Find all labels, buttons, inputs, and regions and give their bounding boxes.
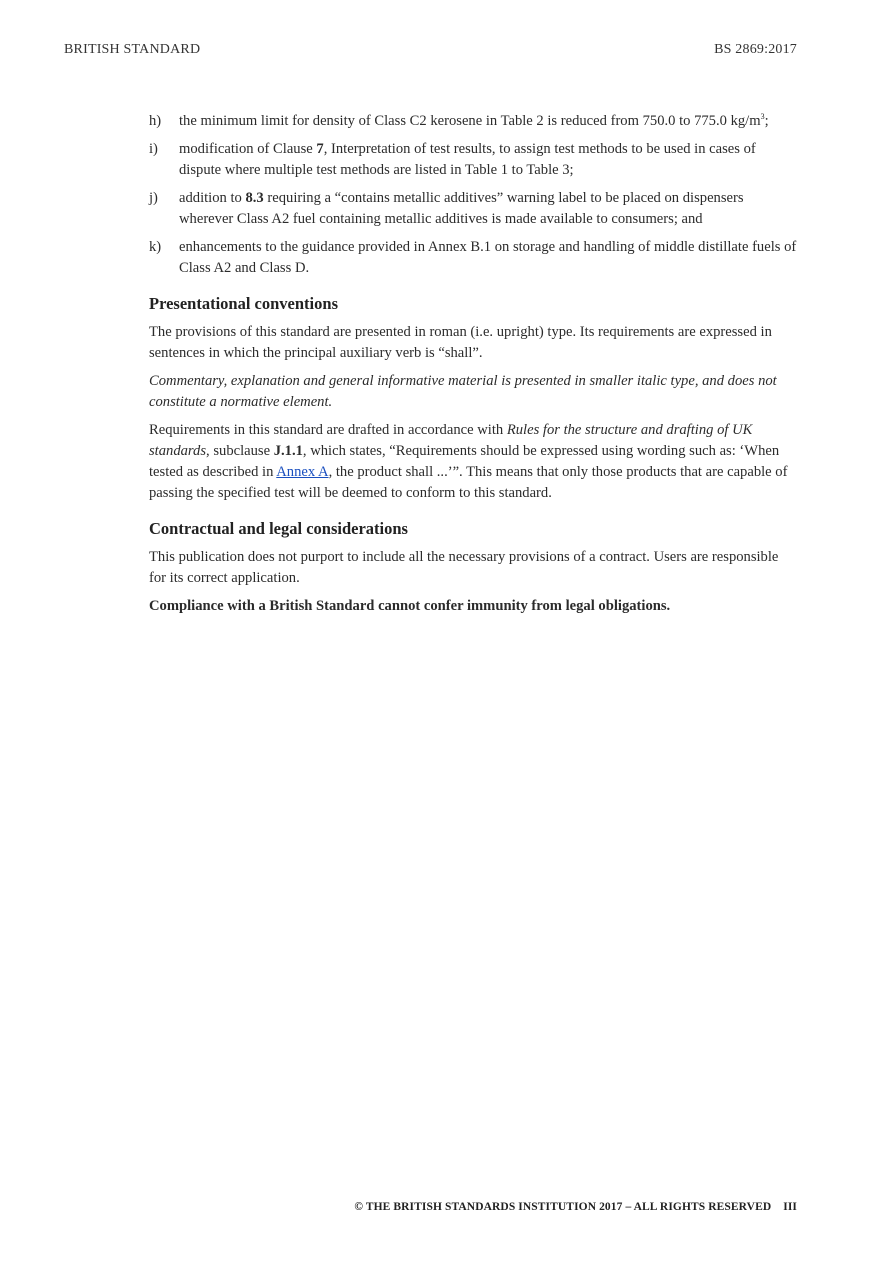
compliance-statement: Compliance with a British Standard cannot confer immunity from legal obligations. [149,598,671,614]
annex-a-link[interactable]: Annex A [276,464,329,480]
paragraph-text: , the product shall ...’”. This means that only those products that are capable of passing the specified test will be deemed to conform to this standard. [149,464,788,501]
list-text-part: requiring a “contains metallic additives” warning label to be placed on dispensers wherever Class A2 fuel containing metallic additives is made available to consumers; and [179,190,744,227]
list-marker: h) [149,113,162,129]
presentational-conventions-heading: Presentational conventions [149,294,338,313]
list-marker: k) [149,239,162,255]
requirements-paragraph [149,420,799,504]
contractual-paragraph-1: This publication does not purport to include all the necessary provisions of a contract. Users are responsible for its correct application. [149,549,779,586]
rules-title: Rules for the structure and drafting of UK standards [149,422,753,459]
list-item-i [149,139,799,181]
paragraph-text: , which states, “Requirements should be expressed using wording such as: ‘When tested as described in [149,443,780,480]
presentational-paragraph-1: The provisions of this standard are presented in roman (i.e. upright) type. Its requirements are expressed in sentences in which the principal auxiliary verb is “shall”. [149,324,772,361]
contractual-heading: Contractual and legal considerations [149,519,408,538]
page-footer [354,1201,797,1213]
amendment-list [149,111,799,279]
list-text: enhancements to the guidance provided in Annex B.1 on storage and handling of middle distillate fuels of Class A2 and Class D. [179,239,797,276]
header-left: BRITISH STANDARD [64,42,201,57]
list-item-j [149,188,799,230]
running-header [64,42,797,58]
page-content [149,111,799,624]
header-right: BS 2869:2017 [714,42,797,57]
superscript: 3 [760,112,765,121]
list-text-part: addition to [179,190,246,206]
list-item-h [149,111,799,132]
list-text [179,139,799,181]
list-text-part: modification of Clause [179,141,317,157]
list-text-part: the minimum limit for density of Class C2 kerosene in Table 2 is reduced from 750.0 to 775.0 kg/m [179,113,761,129]
list-item-k [149,237,799,279]
list-marker: j) [149,190,158,206]
list-text-part: ; [764,113,769,129]
copyright-notice: © THE BRITISH STANDARDS INSTITUTION 2017 – ALL RIGHTS RESERVED [354,1201,772,1213]
list-text [179,188,799,230]
clause-reference: 8.3 [245,190,264,206]
list-text-part: , Interpretation of test results, to assign test methods to be used in cases of dispute where multiple test methods are listed in Table 1 to Table 3; [179,141,756,178]
list-text [179,111,799,132]
paragraph-text: , subclause [206,443,274,459]
list-marker: i) [149,141,158,157]
subclause-reference: J.1.1 [273,443,303,459]
commentary-paragraph: Commentary, explanation and general informative material is presented in smaller italic type, and does not constitute a normative element. [149,373,777,410]
clause-reference: 7 [316,141,324,157]
page-number: III [783,1201,797,1213]
paragraph-text: Requirements in this standard are drafted in accordance with [149,422,507,438]
